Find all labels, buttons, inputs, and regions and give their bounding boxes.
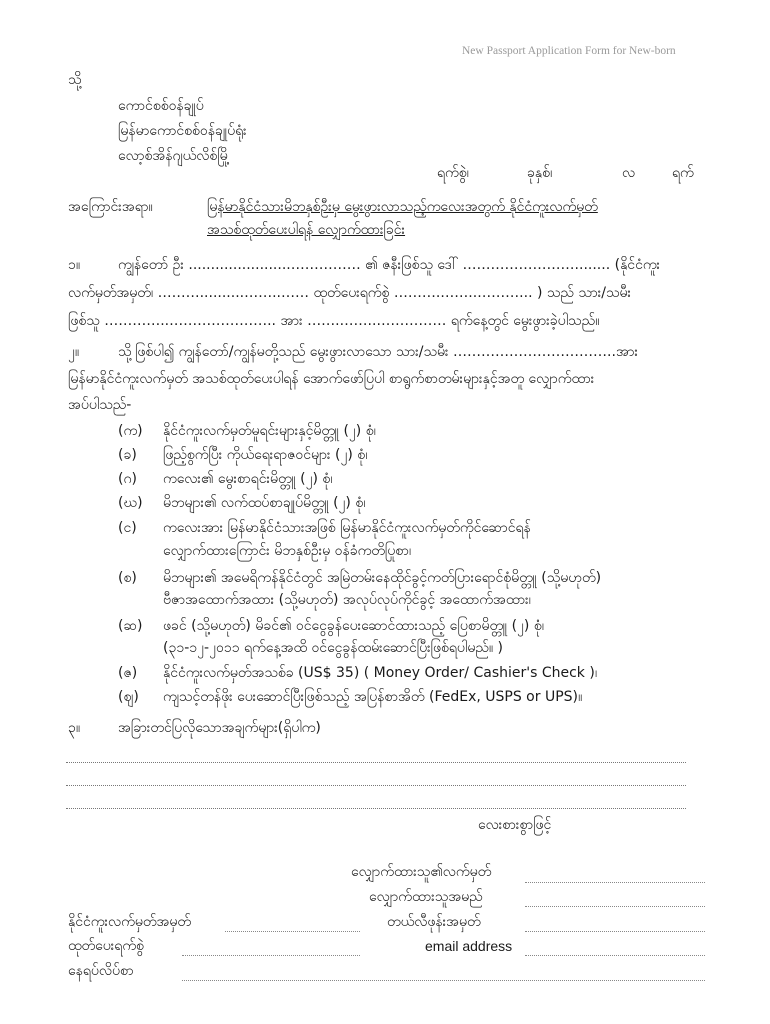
subject-line-1: မြန်မာနိုင်ငံသားမိဘနှစ်ဦးမှ မွေးဖွားလာသည့်ကလေးအတွက် နိုင်ငံကူးလက်မှတ် [207,199,598,215]
list-item: ဖြည့်စွက်ပြီး ကိုယ်ရေးရာဇဝင်များ (၂) စုံ၊ [163,447,368,463]
para1-line-2: လက်မှတ်အမှတ်၊ ………..........……..…… ထုတ်ပေးရက်စွဲ ……….……..………... ) သည် သား/သမီး [68,285,632,301]
para2-line-1: သို့ဖြစ်ပါ၍ ကျွန်တော်/ကျွန်မတို့သည် မွေးဖွားလာသော သား/သမီး ……………………………..အား [118,344,639,360]
closing-text: လေးစားစွာဖြင့် [478,817,552,833]
phone-label: တယ်လီဖုန်းအမှတ် [387,914,481,930]
list-item-continued: (၃၁-၁၂-၂၀၁၁ ရက်နေ့အထိ ဝင်ငွေခွန်ထမ်းဆောင်ပြီးဖြစ်ရပါမည်။ ) [163,640,503,656]
remarks-line-2[interactable] [66,785,686,786]
applicant-name-field[interactable] [525,906,705,907]
day-label: ရက် [672,165,694,181]
list-item-mark: (က) [118,423,143,439]
email-field[interactable] [525,955,705,956]
para3-number: ၃။ [68,720,81,736]
para2-number: ၂။ [68,344,80,360]
passport-number-field[interactable] [225,931,360,932]
list-item: ကလေး၏ မွေးစာရင်းမိတ္တူ (၂) စုံ၊ [163,471,333,487]
list-item: မိဘများ၏ အမေရိကန်နိုင်ငံတွင် အမြဲတမ်းနေထိုင်ခွင့်ကတ်ပြားရောင်စုံမိတ္တူ (သို့မဟုတ်) [163,570,602,586]
para3-text: အခြားတင်ပြလိုသောအချက်များ(ရှိပါက) [118,720,321,736]
para1-line-3: ဖြစ်သူ …………..………………….. အား …….……..…………… ရက်နေ့တွင် မွေးဖွားခဲ့ပါသည်။ [68,313,600,329]
applicant-signature-label: လျှောက်ထားသူ၏လက်မှတ် [351,864,492,880]
para2-line-3: အပ်ပါသည်- [68,397,132,413]
email-label: email address [425,938,513,954]
para2-line-2: မြန်မာနိုင်ငံကူးလက်မှတ် အသစ်ထုတ်ပေးပါရန် အောက်ဖော်ပြပါ စာရွက်စာတမ်းများနှင့်အတူ လျှောက်ထား [68,371,595,387]
list-item: ဖခင် (သို့မဟုတ်) မိခင်၏ ဝင်ငွေခွန်ပေးဆောင်ထားသည့် ပြေစာမိတ္တူ (၂) စုံ၊ [163,618,544,634]
addressee-line-2: မြန်မာကောင်စစ်ဝန်ချုပ်ရုံး [118,123,247,139]
list-item: နိုင်ငံကူးလက်မှတ်အသစ်ခ (US$ 35) ( Money Order/ Cashier's Check )၊ [163,665,598,681]
list-item-mark: (ဆ) [118,618,143,634]
subject-line-2: အသစ်ထုတ်ပေးပါရန် လျှောက်ထားခြင်း [207,222,406,238]
month-label: လ [622,165,636,181]
para1-number: ၁။ [68,257,81,273]
applicant-name-label: လျှောက်ထားသူအမည် [369,889,483,905]
subject-label: အကြောင်းအရာ။ [68,199,153,215]
address-field[interactable] [182,980,705,981]
list-item-mark: (ဂ) [118,471,137,487]
list-item: ကျသင့်တန်ဖိုး ပေးဆောင်ပြီးဖြစ်သည့် အပြန်စာအိတ် (FedEx, USPS or UPS)။ [163,689,583,705]
date-label: ရက်စွဲ၊ [437,165,469,181]
remarks-line-1[interactable] [66,762,686,763]
addressee-line-1: ကောင်စစ်ဝန်ချုပ် [118,98,204,114]
applicant-signature-field[interactable] [525,882,705,883]
list-item: နိုင်ငံကူးလက်မှတ်မူရင်းများနှင့်မိတ္တူ (၂) စုံ၊ [163,423,376,439]
issue-date-label: ထုတ်ပေးရက်စွဲ [68,938,144,954]
list-item-continued: ဗီဇာအထောက်အထား (သို့မဟုတ်) အလုပ်လုပ်ကိုင်ခွင့် အထောက်အထား၊ [163,592,531,608]
issue-date-field[interactable] [182,955,360,956]
list-item: ကလေးအား မြန်မာနိုင်ငံသားအဖြစ် မြန်မာနိုင်ငံကူးလက်မှတ်ကိုင်ဆောင်ရန် [163,520,531,536]
addressee-to: သို့ [68,72,82,88]
address-label: နေရပ်လိပ်စာ [68,963,134,979]
list-item-mark: (ခ) [118,447,137,463]
header-note: New Passport Application Form for New-born [462,45,676,57]
list-item-mark: (င) [118,520,137,536]
list-item-mark: (ဃ) [118,495,143,511]
para1-line-1: ကျွန်တော် ဦး .......................…………… ၏ ဇနီးဖြစ်သူ ဒေါ် ……………………........ (နိုင်ငံကူး [118,257,661,273]
list-item: မိဘများ၏ လက်ထပ်စာချုပ်မိတ္တူ (၂) စုံ၊ [163,495,366,511]
passport-number-label: နိုင်ငံကူးလက်မှတ်အမှတ် [68,914,191,930]
remarks-line-3[interactable] [66,808,686,809]
year-label: ခုနှစ်၊ [527,165,553,181]
list-item-mark: (ဇ) [118,665,138,681]
list-item-mark: (စ) [118,570,137,586]
phone-field[interactable] [525,931,705,932]
list-item-mark: (ဈ) [118,689,139,705]
addressee-line-3: လော့စ်အိန်ဂျယ်လိစ်မြို့ [118,148,230,164]
list-item-continued: လျှောက်ထားကြောင်း မိဘနှစ်ဦးမှ ဝန်ခံကတိပြုစာ၊ [163,543,412,559]
